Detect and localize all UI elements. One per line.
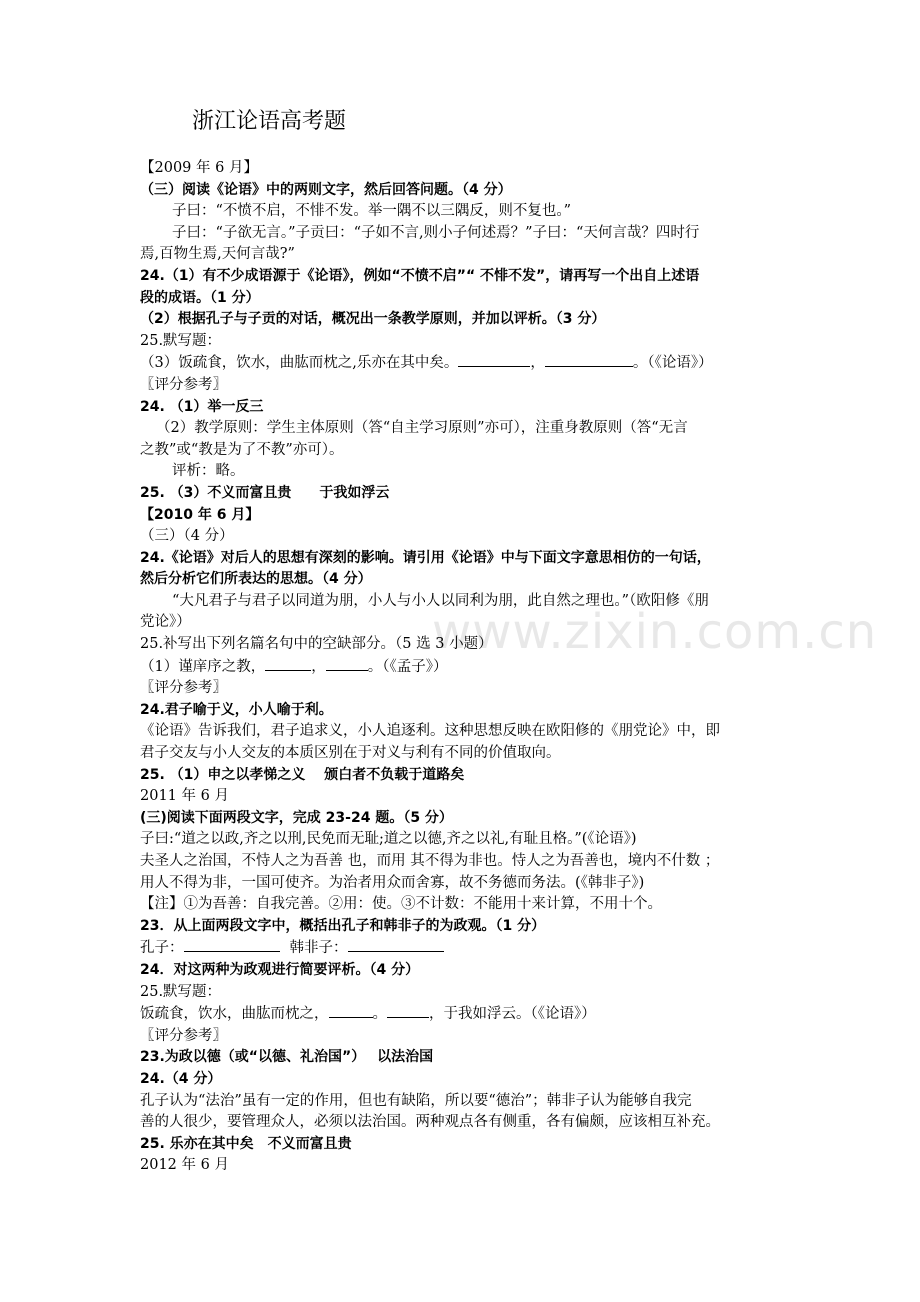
line-text: 《论语》告诉我们，君子追求义，小人追逐利。这种思想反映在欧阳修的《朋党论》中，即 [140,723,720,740]
document-line [140,158,790,180]
line-text: (三)阅读下面两段文字，完成 23-24 题。（5 分） [140,809,453,826]
line-text: 25.默写题： [140,332,222,349]
line-text: 君子交友与小人交友的本质区别在于对义与利有不同的价值取向。 [140,745,561,762]
line-text: 23.为政以德（或“以德、礼治国”） 以法治国 [140,1049,434,1066]
document-body [140,158,790,1177]
line-text: 24.（1）有不少成语源于《论语》，例如“不愤不启”“ 不悱不发”，请再写一个出自上述语 [140,267,700,284]
document-line [140,266,790,288]
document-line [140,483,790,505]
line-text: 24．对这两种为政观进行简要评析。（4 分） [140,961,420,978]
document-line [140,894,790,916]
line-text: 【2009 年 6 月】 [140,160,258,176]
answer-blank [387,1003,429,1018]
answer-blank [326,656,368,671]
document-line [140,808,790,830]
line-text: 〖评分参考〗 [140,1027,227,1044]
line-text: 〖评分参考〗 [140,376,227,393]
line-text: 24. （1）举一反三 [140,398,264,415]
separator: ， [311,658,326,675]
line-text: 饭疏食，饮水，曲肱而枕之， [140,1006,329,1023]
document-line [140,786,790,808]
line-text: 子曰：“不愤不启，不悱不发。举一隅不以三隅反，则不复也。” [172,203,572,220]
line-text: 孔子： [140,940,184,957]
answer-blank [329,1003,373,1018]
line-text: 24.《论语》对后人的思想有深刻的影响。请引用《论语》中与下面文字意思相仿的一句话， [140,549,711,566]
document-line [140,309,790,331]
document-line [140,743,790,765]
document-line [140,1069,790,1091]
document-line [140,634,790,656]
line-text: 夫圣人之治国，不恃人之为吾善 也，而用 其不得为非也。恃人之为吾善也，境内不什数 ； [140,853,720,869]
document-line [140,765,790,787]
document-line [140,1091,790,1113]
line-text: 25. 乐亦在其中矣 不义而富且贵 [140,1135,352,1152]
line-text: 2012 年 6 月 [140,1157,229,1174]
document-line [140,916,790,938]
document-line [140,180,790,202]
page-title: 浙江论语高考题 [192,109,347,134]
document-line [140,829,790,851]
separator: 。 [372,1006,387,1023]
document-line [140,612,790,634]
line-text: 孔子认为“法治”虽有一定的作用，但也有缺陷，所以要“德治”；韩非子认为能够自我完 [140,1092,692,1109]
line-text: 焉,百物生焉,天何言哉?” [140,246,295,263]
source-note: 。（《孟子》） [367,658,448,675]
source-note: ，于我如浮云。（《论语》） [429,1006,596,1023]
document-line [140,201,790,223]
document-line [140,591,790,613]
line-text: 24.（4 分） [140,1070,222,1087]
line-text: 2011 年 6 月 [140,788,229,805]
document-line [140,505,790,527]
document-line [140,960,790,982]
document-line [140,461,790,483]
watermark: www.zixin.com.cn [432,604,878,660]
answer-blank [184,937,280,952]
line-text: 25. （1）申之以孝悌之义 颁白者不负载于道路矣 [140,766,465,783]
document-line [140,678,790,700]
line-text: （3）饭疏食，饮水，曲肱而枕之,乐亦在其中矣。 [140,355,459,372]
line-text: 25. （3）不义而富且贵 于我如浮云 [140,484,390,501]
line-text: 用人不得为非，一国可使齐。为治者用众而舍寡，故不务德而务法。(《韩非子》) [140,874,645,891]
document-line [140,1112,790,1134]
line-text: 24.君子喻于义，小人喻于利。 [140,701,333,718]
document-line [140,375,790,397]
answer-blank [348,937,444,952]
line-text: （2）教学原则：学生主体原则（答“自主学习原则”亦可），注重身教原则（答“无言 [156,420,688,437]
document-line [140,1134,790,1156]
document-line [140,397,790,419]
line-text: 25.补写出下列名篇名句中的空缺部分。（5 选 3 小题） [140,636,493,653]
document-line [140,1047,790,1069]
document-line [140,440,790,462]
line-text: 段的成语。（1 分） [140,289,260,306]
document-line [140,982,790,1004]
line-text: 子曰:“道之以政,齐之以刑,民免而无耻;道之以德,齐之以礼,有耻且格。”(《论语》) [140,831,637,848]
line-text: 23．从上面两段文字中，概括出孔子和韩非子的为政观。（1 分） [140,917,546,934]
document-line [140,548,790,570]
label: 韩非子： [289,940,348,957]
separator: ， [530,355,545,372]
document-line [140,223,790,245]
line-text: 之教”或“教是为了不教”亦可）。 [140,441,344,458]
answer-blank [265,656,311,671]
line-text: 〖评分参考〗 [140,680,227,697]
document-line [140,873,790,895]
line-text: 【2010 年 6 月】 [140,506,260,523]
document-line [140,569,790,591]
line-text: （三）（4 分） [140,528,234,545]
document-line [140,700,790,722]
document-line [140,331,790,353]
document-line [140,937,790,960]
document-line [140,721,790,743]
document-line [140,1155,790,1177]
line-text: （1）谨庠序之教， [140,658,266,675]
answer-blank [545,352,633,367]
document-line [140,352,790,375]
document-line [140,1026,790,1048]
line-text: （2）根据孔子与子贡的对话，概况出一条教学原则，并加以评析。（3 分） [140,311,606,328]
line-text: 评析：略。 [172,463,245,480]
document-line [140,288,790,310]
document-line [140,244,790,266]
source-note: 。（《论语》） [632,355,713,372]
answer-blank [458,352,530,367]
line-text: 善的人很少，要管理众人，必须以法治国。两种观点各有侧重，各有偏颇，应该相互补充。 [140,1114,720,1131]
line-text: 然后分析它们所表达的思想。（4 分） [140,571,372,588]
line-text: 子曰：“子欲无言。”子贡曰：“子如不言,则小子何述焉？”子曰：“天何言哉？四时行 [172,224,700,241]
line-text: 党论》） [140,614,191,631]
document-line [140,851,790,873]
line-text: “大凡君子与君子以同道为朋，小人与小人以同利为朋，此自然之理也。”（欧阳修《朋 [172,592,709,609]
line-text: （三）阅读《论语》中的两则文字，然后回答问题。（4 分） [140,181,512,198]
line-text: 【注】①为吾善：自我完善。②用：使。③不计数：不能用十来计算，不用十个。 [140,896,662,913]
document-line [140,1003,790,1026]
document-line [140,656,790,679]
document-line [140,418,790,440]
document-line [140,526,790,548]
line-text: 25.默写题： [140,983,222,1000]
